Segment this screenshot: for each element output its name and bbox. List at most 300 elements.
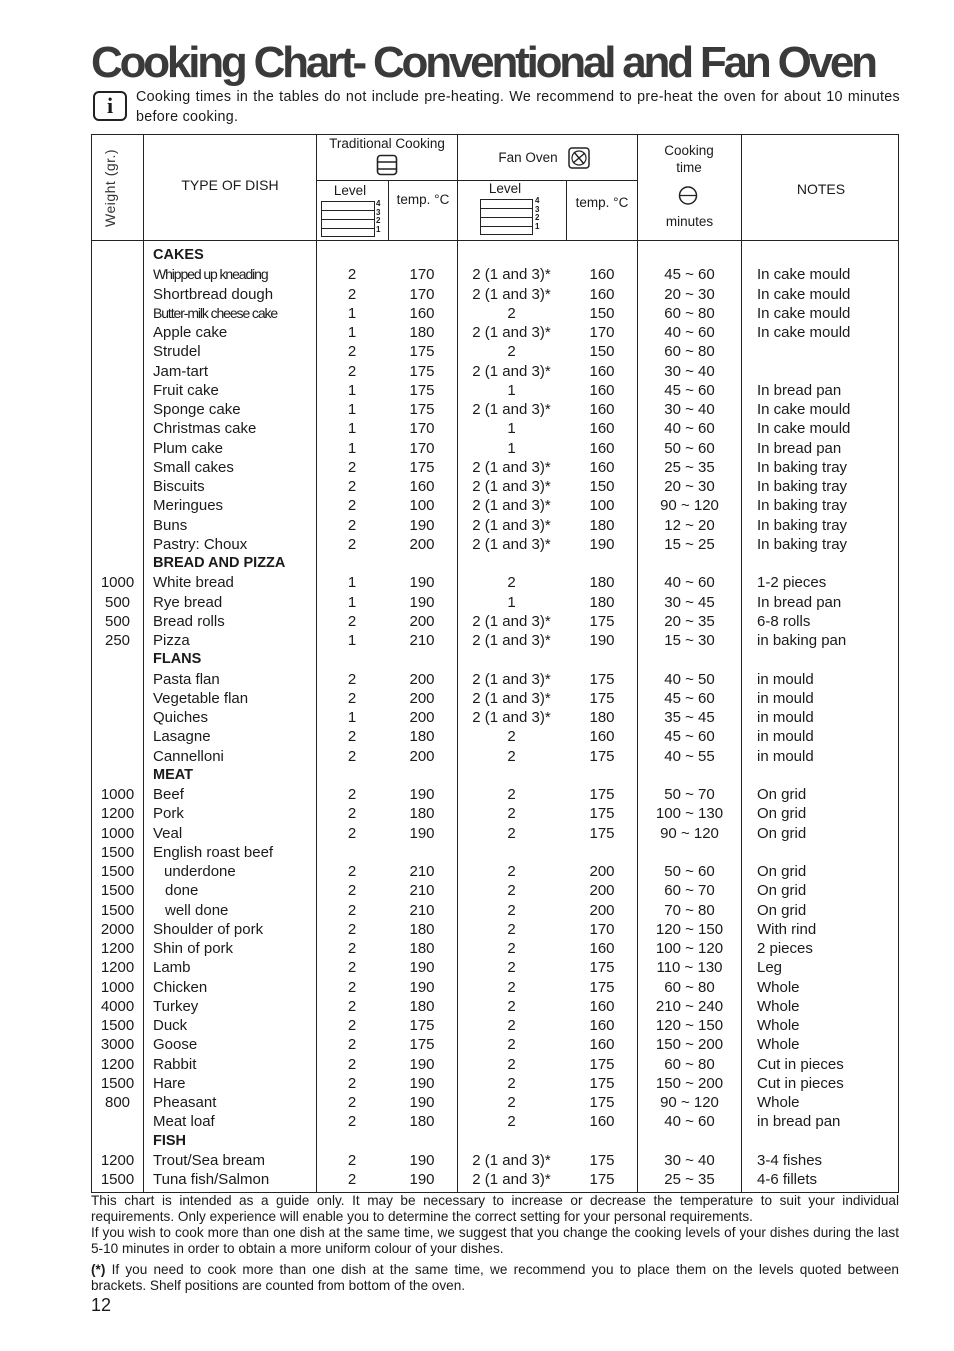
- cell-fl: 2: [507, 1055, 516, 1073]
- cell-tt: 175: [409, 381, 435, 399]
- cell-fl: 2: [507, 805, 516, 823]
- cell-ft: 175: [589, 1055, 615, 1073]
- cell-tt: 190: [409, 959, 435, 977]
- cell-ft: 160: [589, 1036, 615, 1054]
- cell-ft: 160: [589, 728, 615, 746]
- cell-ft: 175: [589, 612, 615, 630]
- cell-tl: 2: [347, 882, 357, 900]
- cell-time: 70 ~ 80: [664, 901, 715, 919]
- cell-tl: 2: [347, 1055, 357, 1073]
- table-row: [92, 342, 898, 361]
- cell-fl: 2 (1 and 3)*: [472, 497, 551, 515]
- table-row: [92, 458, 898, 477]
- cell-time: 35 ~ 45: [664, 709, 715, 726]
- cell-time: 90 ~ 120: [660, 1094, 719, 1111]
- minutes-header: minutes: [665, 214, 714, 229]
- table-row: [92, 804, 898, 823]
- cell-tt: 210: [409, 632, 435, 649]
- table-row: [92, 978, 898, 997]
- cell-dish: Rye bread: [153, 593, 223, 611]
- trad-level-diagram: [321, 201, 375, 237]
- cell-time: 90 ~ 120: [660, 824, 719, 842]
- category-row: [92, 650, 898, 669]
- cell-fl: 2 (1 and 3)*: [472, 689, 551, 707]
- cell-time: 15 ~ 30: [664, 632, 715, 649]
- cell-time: 30 ~ 40: [664, 1151, 715, 1169]
- cell-tt: 200: [409, 747, 435, 765]
- cell-dish: Plum cake: [153, 439, 224, 457]
- cell-tl: 2: [347, 824, 357, 842]
- cell-tt: 175: [409, 458, 435, 476]
- table-row: [92, 920, 898, 939]
- cell-tl: 2: [347, 535, 357, 553]
- cell-tt: 190: [409, 593, 435, 611]
- cell-time: 20 ~ 30: [664, 478, 715, 495]
- cell-ft: 175: [589, 747, 615, 765]
- cell-tl: 2: [347, 1113, 357, 1131]
- cell-fl: 2 (1 and 3)*: [472, 324, 551, 341]
- cell-dish: Whipped up kneading: [153, 266, 268, 283]
- cell-fl: 2 (1 and 3)*: [472, 670, 551, 688]
- cell-ft: 175: [589, 805, 615, 823]
- table-row: [92, 708, 898, 727]
- table-row: [92, 1016, 898, 1035]
- cell-fl: 2 (1 and 3)*: [472, 458, 551, 476]
- cell-tt: 190: [409, 1151, 435, 1169]
- table-row: [92, 843, 898, 862]
- cell-tt: 175: [409, 343, 435, 361]
- cell-w: 1500: [100, 1171, 135, 1188]
- cell-w: 1000: [100, 978, 135, 996]
- cell-tt: 210: [409, 863, 435, 880]
- cell-dish: Sponge cake: [153, 401, 241, 418]
- cell-tl: 2: [347, 786, 357, 803]
- cell-time: 60 ~ 80: [664, 978, 715, 996]
- cell-time: 20 ~ 35: [664, 612, 715, 630]
- cell-tt: 190: [409, 1074, 435, 1092]
- table-row: [92, 573, 898, 592]
- cell-ft: 200: [589, 863, 615, 880]
- cell-tl: 2: [347, 1094, 357, 1111]
- cell-notes: 4-6 fillets: [757, 1171, 818, 1188]
- cell-time: 90 ~ 120: [660, 497, 719, 515]
- table-row: [92, 362, 898, 381]
- cell-dish: Lamb: [153, 959, 191, 977]
- cell-tt: 170: [409, 266, 435, 284]
- cell-dish: well done: [165, 901, 229, 919]
- table-row: [92, 265, 898, 284]
- cell-notes: In bread pan: [757, 439, 842, 457]
- cell-dish: Shortbread dough: [153, 285, 274, 303]
- cell-ft: 160: [589, 362, 615, 380]
- cell-dish: Chicken: [153, 978, 208, 996]
- cell-tl: 2: [347, 497, 357, 515]
- cell-notes: In cake mould: [757, 266, 851, 284]
- cell-ft: 175: [589, 959, 615, 977]
- cell-w: 500: [104, 593, 131, 611]
- cell-tl: 2: [347, 1074, 357, 1092]
- cell-dish: Strudel: [153, 343, 201, 361]
- cell-notes: in bread pan: [757, 1113, 841, 1131]
- fan-oven-icon: [568, 147, 590, 169]
- cell-fl: 2 (1 and 3)*: [472, 285, 551, 303]
- cell-w: 500: [104, 612, 131, 630]
- cell-fl: 2: [507, 940, 516, 957]
- cell-notes: Whole: [757, 1036, 800, 1054]
- cell-time: 40 ~ 60: [664, 324, 715, 341]
- cell-dish: underdone: [164, 863, 236, 880]
- cell-fl: 2 (1 and 3)*: [472, 1171, 551, 1188]
- cell-notes: 3-4 fishes: [757, 1151, 823, 1169]
- traditional-oven-icon: [376, 154, 398, 176]
- fan-level-header: Level: [488, 181, 522, 196]
- cell-dish: Pheasant: [153, 1094, 217, 1111]
- cell-ft: 160: [589, 940, 615, 957]
- cell-time: 50 ~ 60: [664, 863, 715, 880]
- cell-notes: In bread pan: [757, 593, 842, 611]
- cell-fl: 2: [507, 343, 516, 361]
- cell-dish: Vegetable flan: [153, 689, 249, 707]
- category-row: [92, 1132, 898, 1151]
- cell-dish: Duck: [153, 1017, 188, 1034]
- cell-notes: In baking tray: [757, 497, 848, 515]
- cell-fl: 2 (1 and 3)*: [472, 535, 551, 553]
- cell-tl: 2: [347, 901, 357, 919]
- table-row: [92, 1035, 898, 1054]
- cell-notes: 1-2 pieces: [757, 574, 827, 592]
- cell-ft: 150: [589, 478, 615, 495]
- cell-fl: 2 (1 and 3)*: [472, 478, 551, 495]
- table-row: [92, 323, 898, 342]
- trad-temp-header: temp. °C: [396, 192, 450, 207]
- cell-tl: 2: [347, 959, 357, 977]
- cell-tt: 190: [409, 786, 435, 803]
- cell-tt: 190: [409, 516, 435, 534]
- trad-level-numbers: 4 3 2 1: [376, 199, 381, 234]
- cell-fl: 1: [507, 420, 516, 438]
- cell-ft: 160: [589, 266, 615, 284]
- table-row: [92, 1112, 898, 1131]
- cell-w: 250: [104, 632, 131, 649]
- cell-notes: In cake mould: [757, 324, 851, 341]
- cell-fl: 2: [507, 959, 516, 977]
- cell-time: 60 ~ 80: [664, 304, 715, 322]
- cell-notes: On grid: [757, 805, 807, 823]
- table-row: [92, 958, 898, 977]
- cell-time: 30 ~ 45: [664, 593, 715, 611]
- cell-ft: 175: [589, 786, 615, 803]
- cell-dish: Pork: [153, 805, 184, 823]
- cell-dish: Meat loaf: [153, 1113, 215, 1131]
- cooking-chart: [91, 134, 899, 1193]
- cell-dish: Turkey: [153, 997, 199, 1015]
- cell-ft: 175: [589, 1074, 615, 1092]
- footer-note-1: This chart is intended as a guide only. It may be necessary to increase or decrease the temperature to suit your individual requirements. Only experience will enable you to determine the correct setting for your personal requirements.: [91, 1193, 899, 1224]
- fan-level-diagram: [480, 199, 533, 235]
- cell-ft: 160: [589, 381, 615, 399]
- cell-ft: 175: [589, 1094, 615, 1111]
- cell-w: 1200: [100, 959, 135, 977]
- cell-ft: 160: [589, 1113, 615, 1131]
- category-label: FLANS: [153, 651, 202, 668]
- cell-ft: 175: [589, 689, 615, 707]
- cell-dish: Pasta flan: [153, 670, 220, 688]
- table-row: [92, 670, 898, 689]
- cell-time: 30 ~ 40: [664, 362, 715, 380]
- cell-fl: 2: [507, 1113, 516, 1131]
- cell-tl: 2: [347, 478, 357, 495]
- table-row: [92, 496, 898, 515]
- cell-tt: 210: [409, 901, 435, 919]
- cell-tt: 190: [409, 1094, 435, 1111]
- cell-fl: 2 (1 and 3)*: [472, 362, 551, 380]
- cell-fl: 1: [507, 381, 516, 399]
- cell-notes: In cake mould: [757, 304, 851, 322]
- cell-tt: 180: [409, 728, 435, 746]
- cell-ft: 160: [589, 458, 615, 476]
- cell-notes: On grid: [757, 786, 807, 803]
- cell-time: 45 ~ 60: [664, 728, 715, 746]
- notes-header: NOTES: [796, 181, 846, 197]
- cell-tl: 1: [347, 574, 357, 592]
- cell-ft: 180: [589, 516, 615, 534]
- cell-fl: 1: [507, 593, 516, 611]
- cell-notes: Whole: [757, 978, 800, 996]
- cell-time: 120 ~ 150: [655, 1017, 724, 1034]
- cell-ft: 200: [589, 901, 615, 919]
- cell-w: 1200: [100, 1055, 135, 1073]
- cell-notes: Whole: [757, 1094, 800, 1111]
- cell-dish: English roast beef: [153, 843, 274, 861]
- cell-notes: In bread pan: [757, 381, 842, 399]
- cell-ft: 180: [589, 574, 615, 592]
- cell-tt: 170: [409, 420, 435, 438]
- cell-w: 1000: [100, 786, 135, 803]
- cell-fl: 2 (1 and 3)*: [472, 401, 551, 418]
- cell-notes: In baking tray: [757, 458, 848, 476]
- cell-tt: 170: [409, 285, 435, 303]
- cell-tl: 2: [347, 920, 357, 938]
- category-row: [92, 246, 898, 265]
- cell-tt: 200: [409, 612, 435, 630]
- cell-time: 60 ~ 80: [664, 1055, 715, 1073]
- cell-dish: Meringues: [153, 497, 224, 515]
- table-row: [92, 593, 898, 612]
- cell-dish: Shoulder of pork: [153, 920, 264, 938]
- cell-notes: In baking tray: [757, 535, 848, 553]
- table-row: [92, 381, 898, 400]
- table-row: [92, 631, 898, 650]
- cell-ft: 160: [589, 285, 615, 303]
- cell-time: 50 ~ 60: [664, 439, 715, 457]
- cell-fl: 2: [507, 728, 516, 746]
- cell-fl: 2: [507, 304, 516, 322]
- cell-tl: 1: [347, 420, 357, 438]
- cell-ft: 160: [589, 439, 615, 457]
- cell-ft: 175: [589, 978, 615, 996]
- cell-time: 110 ~ 130: [656, 959, 723, 977]
- cell-dish: Hare: [153, 1074, 186, 1092]
- cell-w: 1000: [100, 824, 135, 842]
- table-row: [92, 1170, 898, 1189]
- cell-tl: 2: [347, 343, 357, 361]
- cell-tt: 190: [409, 978, 435, 996]
- category-label: CAKES: [153, 247, 204, 263]
- asterisk-mark: (*): [91, 1262, 106, 1277]
- cell-ft: 150: [589, 304, 615, 322]
- cell-dish: Tuna fish/Salmon: [153, 1171, 270, 1188]
- cell-time: 45 ~ 60: [664, 266, 715, 284]
- table-row: [92, 612, 898, 631]
- cell-ft: 190: [589, 535, 615, 553]
- cell-fl: 2: [507, 574, 516, 592]
- cell-notes: On grid: [757, 863, 807, 880]
- cell-fl: 2: [507, 786, 516, 803]
- cell-tt: 180: [409, 920, 435, 938]
- cell-dish: Quiches: [153, 709, 209, 726]
- cell-tt: 170: [409, 439, 435, 457]
- cell-dish: Goose: [153, 1036, 198, 1054]
- cooking-time-header: Cooking time: [664, 143, 714, 175]
- col-divider: [566, 180, 567, 241]
- type-of-dish-header: TYPE OF DISH: [181, 177, 279, 193]
- table-row: [92, 727, 898, 746]
- cell-time: 40 ~ 60: [664, 574, 715, 592]
- info-icon: i: [93, 91, 127, 121]
- table-row: [92, 862, 898, 881]
- footer-note-3: (*) If you need to cook more than one dish at the same time, we recommend you to place them on the levels quoted between brackets. Shelf positions are counted from bottom of the oven.: [91, 1262, 899, 1293]
- cell-time: 20 ~ 30: [664, 285, 715, 303]
- cell-tt: 180: [409, 805, 435, 823]
- cell-tl: 2: [347, 863, 357, 880]
- cell-time: 45 ~ 60: [664, 381, 715, 399]
- cell-fl: 2: [507, 901, 516, 919]
- cell-fl: 2: [507, 1094, 516, 1111]
- cell-tt: 180: [409, 324, 435, 341]
- table-row: [92, 477, 898, 496]
- cell-ft: 175: [589, 1151, 615, 1169]
- cell-tt: 190: [409, 824, 435, 842]
- traditional-cooking-header: Traditional Cooking: [329, 136, 445, 151]
- cell-fl: 1: [507, 439, 516, 457]
- cell-time: 40 ~ 60: [664, 1113, 715, 1131]
- cell-dish: done: [165, 882, 199, 900]
- cell-tt: 175: [409, 401, 435, 418]
- cell-notes: in mould: [757, 747, 814, 765]
- cell-notes: In cake mould: [757, 420, 851, 438]
- cell-time: 25 ~ 35: [664, 1171, 715, 1188]
- cell-fl: 2 (1 and 3)*: [472, 709, 551, 726]
- cell-dish: Rabbit: [153, 1055, 197, 1073]
- table-row: [92, 901, 898, 920]
- cell-tl: 2: [347, 1171, 357, 1188]
- cell-tl: 2: [347, 458, 357, 476]
- cell-tl: 2: [347, 1017, 357, 1034]
- cell-tt: 200: [409, 670, 435, 688]
- clock-icon: [676, 185, 700, 205]
- cell-tl: 2: [347, 516, 357, 534]
- cell-fl: 2: [507, 747, 516, 765]
- category-label: FISH: [153, 1132, 187, 1149]
- cell-w: 1200: [100, 940, 135, 957]
- cell-time: 12 ~ 20: [664, 516, 715, 534]
- cell-ft: 200: [589, 882, 615, 900]
- table-row: [92, 997, 898, 1016]
- cell-tt: 100: [409, 497, 435, 515]
- table-row: [92, 785, 898, 804]
- cell-ft: 180: [589, 593, 615, 611]
- cell-tt: 200: [409, 689, 435, 707]
- table-row: [92, 1055, 898, 1074]
- cell-tl: 2: [347, 689, 357, 707]
- cell-fl: 2: [507, 1017, 516, 1034]
- cell-dish: Beef: [153, 786, 184, 803]
- cell-time: 15 ~ 25: [664, 535, 715, 553]
- cell-tl: 1: [347, 401, 357, 418]
- cell-fl: 2 (1 and 3)*: [472, 516, 551, 534]
- cell-fl: 2: [507, 920, 516, 938]
- cell-tt: 200: [409, 535, 435, 553]
- fan-oven-header: Fan Oven: [498, 150, 558, 165]
- cell-time: 40 ~ 60: [664, 420, 715, 438]
- table-row: [92, 881, 898, 900]
- cell-dish: Biscuits: [153, 478, 205, 495]
- table-row: [92, 1074, 898, 1093]
- cell-ft: 175: [589, 824, 615, 842]
- cell-tl: 2: [347, 362, 357, 380]
- cell-tl: 2: [347, 978, 357, 996]
- category-row: [92, 554, 898, 573]
- cell-fl: 2 (1 and 3)*: [472, 632, 551, 649]
- cell-w: 2000: [100, 920, 135, 938]
- cell-w: 1500: [100, 901, 135, 919]
- page-title: Cooking Chart- Conventional and Fan Oven: [91, 38, 875, 87]
- cell-tl: 2: [347, 728, 357, 746]
- cell-w: 1500: [100, 843, 135, 861]
- cell-dish: Lasagne: [153, 728, 211, 746]
- cell-tl: 1: [347, 709, 357, 726]
- table-row: [92, 535, 898, 554]
- cell-time: 25 ~ 35: [664, 458, 715, 476]
- cell-tl: 2: [347, 1151, 357, 1169]
- table-row: [92, 304, 898, 323]
- cell-notes: On grid: [757, 901, 807, 919]
- cell-fl: 2: [507, 882, 516, 900]
- cell-ft: 170: [589, 324, 615, 341]
- table-row: [92, 400, 898, 419]
- cell-fl: 2 (1 and 3)*: [472, 1151, 551, 1169]
- cell-tl: 2: [347, 997, 357, 1015]
- fan-temp-header: temp. °C: [575, 195, 629, 210]
- cell-ft: 190: [589, 632, 615, 649]
- cell-dish: Pizza: [153, 632, 190, 649]
- cell-dish: Buns: [153, 516, 188, 534]
- cell-time: 120 ~ 150: [655, 920, 724, 938]
- cell-tl: 2: [347, 266, 357, 284]
- cell-w: 1000: [100, 574, 135, 592]
- cell-dish: Apple cake: [153, 324, 228, 341]
- cell-notes: In baking tray: [757, 478, 848, 495]
- cell-tt: 175: [409, 1017, 435, 1034]
- cell-ft: 100: [589, 497, 615, 515]
- cell-tl: 1: [347, 381, 357, 399]
- cell-w: 1500: [100, 882, 135, 900]
- cell-tl: 1: [347, 304, 357, 322]
- cell-notes: On grid: [757, 882, 807, 900]
- cell-ft: 160: [589, 420, 615, 438]
- cell-tt: 160: [409, 478, 435, 495]
- cell-tl: 1: [347, 439, 357, 457]
